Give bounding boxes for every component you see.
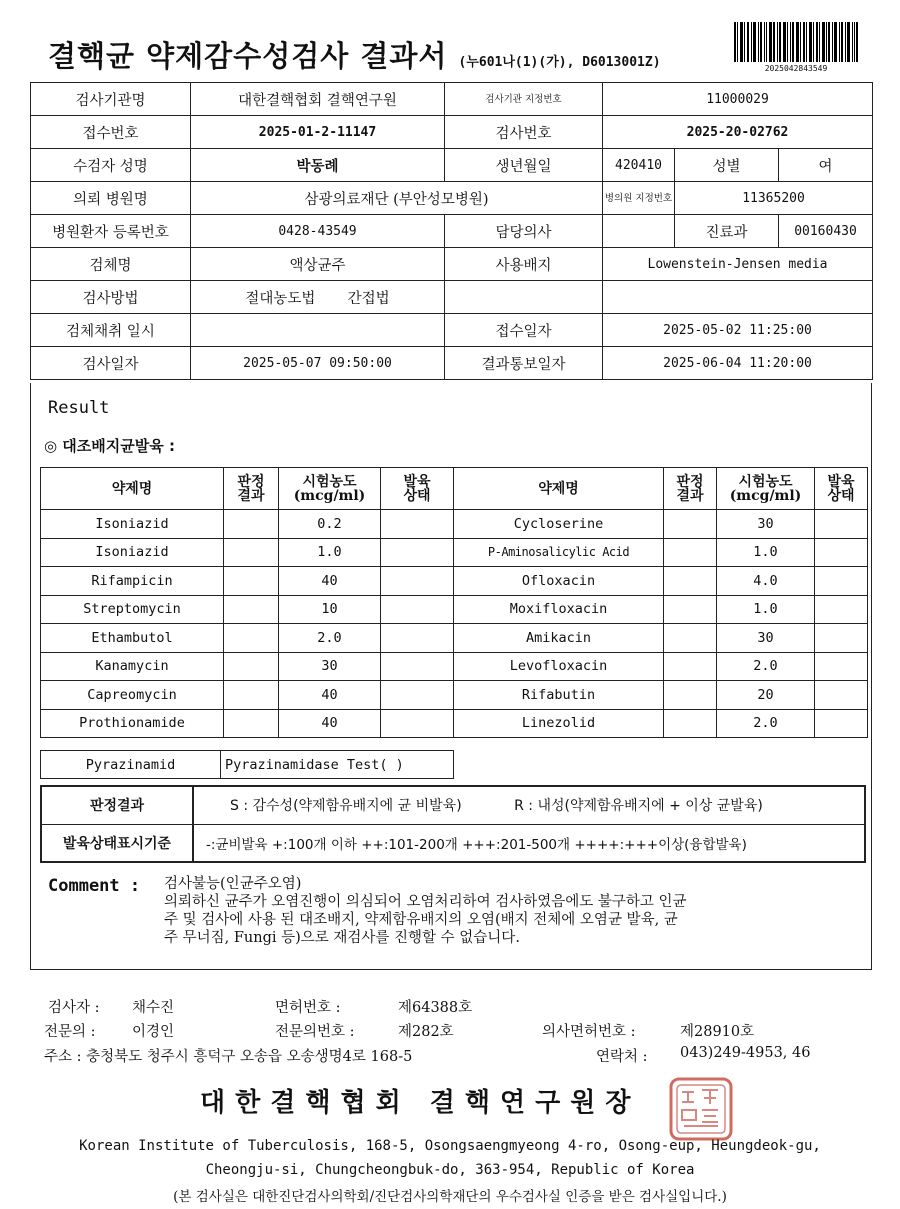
left-judge: [224, 567, 279, 596]
sex-label: 성별: [675, 149, 779, 182]
right-drug: Cycloserine: [454, 510, 664, 539]
left-growth: [381, 681, 454, 710]
right-growth: [815, 567, 868, 596]
left-growth: [381, 595, 454, 624]
specialist-value: 이경인: [132, 1024, 175, 1040]
header-growth-2: 상태: [403, 487, 431, 504]
right-drug: Rifabutin: [454, 681, 664, 710]
right-growth: [815, 624, 868, 653]
control-medium-label: ◎ 대조배지균발육 :: [44, 437, 175, 455]
right-drug: Amikacin: [454, 624, 664, 653]
left-conc: 30: [279, 652, 381, 681]
left-drug: Prothionamide: [41, 709, 224, 738]
left-drug: Streptomycin: [41, 595, 224, 624]
patient-no-value: 0428-43549: [191, 215, 445, 248]
header-judge-1: 판정: [676, 473, 704, 490]
dept-value: 00160430: [779, 215, 873, 248]
specialist-no-value: 제282호: [398, 1024, 454, 1040]
judge-legend-label: 판정결과: [41, 786, 193, 824]
right-conc: 20: [717, 681, 815, 710]
table-row: [41, 681, 868, 710]
contact-value: 043)249-4953, 46: [680, 1045, 811, 1061]
comment-text: [164, 875, 864, 947]
report-date-value: 2025-06-04 11:20:00: [603, 347, 873, 380]
footer-certification: (본 검사실은 대한진단검사의학회/진단검사의학재단의 우수검사실 인증을 받은 검사실입니다.): [173, 1189, 727, 1205]
header-judge-1: 판정: [237, 473, 265, 490]
comment-line: 주 무너짐, Fungi 등)으로 재검사를 진행할 수 없습니다.: [164, 930, 520, 946]
left-growth: [381, 709, 454, 738]
table-row: [41, 652, 868, 681]
right-drug: Moxifloxacin: [454, 595, 664, 624]
document-code: (누601나(1)(가), D6013001Z): [458, 55, 661, 70]
collect-value: [191, 314, 445, 347]
specimen-value: 액상균주: [191, 248, 445, 281]
header-judge: [664, 468, 717, 510]
table-row: [41, 624, 868, 653]
table-row: [41, 567, 868, 596]
left-growth: [381, 624, 454, 653]
official-seal-icon: [668, 1076, 734, 1142]
right-growth: [815, 538, 868, 567]
judge-legend: [193, 786, 865, 824]
header-conc-2: (mcg/ml): [293, 487, 366, 504]
left-judge: [224, 652, 279, 681]
table-row: [41, 538, 868, 567]
right-conc: 30: [717, 510, 815, 539]
header-growth-2: 상태: [827, 487, 855, 504]
header-growth: [381, 468, 454, 510]
method-value: [191, 281, 445, 314]
right-judge: [664, 595, 717, 624]
contact-label: 연락처 :: [596, 1049, 648, 1065]
table-row: [41, 595, 868, 624]
table-row: [41, 709, 868, 738]
doctor-label: 담당의사: [445, 215, 603, 248]
left-drug: Rifampicin: [41, 567, 224, 596]
hospital-value: 삼광의료재단 (부안성모병원): [191, 182, 603, 215]
right-growth: [815, 595, 868, 624]
header-conc-1: 시험농도: [302, 473, 357, 490]
dept-label: 진료과: [675, 215, 779, 248]
received-value: 2025-05-02 11:25:00: [603, 314, 873, 347]
legend-table: [40, 785, 866, 863]
pza-test: Pyrazinamidase Test( ): [221, 751, 454, 779]
license-value: 제64388호: [398, 1000, 473, 1016]
right-conc: 2.0: [717, 709, 815, 738]
footer-address-line-1: Korean Institute of Tuberculosis, 168-5, Osongsaengmyeong 4-ro, Osong-eup, Heungdeok-gu,: [79, 1138, 821, 1154]
resistant-text: R : 내성(약제함유배지에 + 이상 균발육): [514, 798, 763, 815]
doctor-license-value: 제28910호: [680, 1024, 755, 1040]
name-label: 수검자 성명: [31, 149, 191, 182]
footer-address-line-2: Cheongju-si, Chungcheongbuk-do, 363-954, Republic of Korea: [205, 1162, 695, 1178]
right-drug: P-Aminosalicylic Acid: [454, 538, 664, 567]
specimen-label: 검체명: [31, 248, 191, 281]
receipt-no-label: 접수번호: [31, 116, 191, 149]
medium-label: 사용배지: [445, 248, 603, 281]
method-label: 검사방법: [31, 281, 191, 314]
right-growth: [815, 652, 868, 681]
table-row: [41, 510, 868, 539]
right-conc: 1.0: [717, 595, 815, 624]
right-judge: [664, 510, 717, 539]
inst-no-label: 검사기관 지정번호: [445, 83, 603, 116]
left-drug: Ethambutol: [41, 624, 224, 653]
left-drug: Isoniazid: [41, 510, 224, 539]
drug-table: [40, 467, 868, 738]
doctor-value: [603, 215, 675, 248]
left-drug: Kanamycin: [41, 652, 224, 681]
director-title: 대한결핵협회 결핵연구원장: [200, 1088, 641, 1118]
medium-value: Lowenstein-Jensen media: [603, 248, 873, 281]
name-value: 박동례: [191, 149, 445, 182]
specialist-label: 전문의 :: [44, 1024, 96, 1040]
right-judge: [664, 652, 717, 681]
pyrazinamide-table: [40, 750, 454, 779]
header-conc-1: 시험농도: [738, 473, 793, 490]
inst-no-value: 11000029: [603, 83, 873, 116]
receipt-no-value: 2025-01-2-11147: [191, 116, 445, 149]
header-conc: [279, 468, 381, 510]
left-growth: [381, 538, 454, 567]
comment-line: 검사불능(인균주오염): [164, 876, 302, 892]
tester-label: 검사자 :: [48, 1000, 100, 1016]
method-value-2: 간접법: [347, 290, 390, 307]
barcode-number: 2025042843549: [764, 64, 828, 73]
left-judge: [224, 681, 279, 710]
right-conc: 4.0: [717, 567, 815, 596]
left-judge: [224, 510, 279, 539]
right-conc: 30: [717, 624, 815, 653]
specialist-no-label: 전문의번호 :: [275, 1024, 355, 1040]
hospital-label: 의뢰 병원명: [31, 182, 191, 215]
method-value-1: 절대농도법: [245, 290, 316, 307]
right-judge: [664, 624, 717, 653]
test-no-value: 2025-20-02762: [603, 116, 873, 149]
right-drug: Ofloxacin: [454, 567, 664, 596]
right-conc: 1.0: [717, 538, 815, 567]
growth-legend-label: 발육상태표시기준: [41, 824, 193, 862]
dob-label: 생년월일: [445, 149, 603, 182]
right-judge: [664, 567, 717, 596]
header-growth-1: 발육: [403, 473, 431, 490]
header-judge: [224, 468, 279, 510]
header-growth-1: 발육: [827, 473, 855, 490]
header-conc-2: (mcg/ml): [729, 487, 802, 504]
left-conc: 2.0: [279, 624, 381, 653]
license-label: 면허번호 :: [275, 1000, 341, 1016]
right-conc: 2.0: [717, 652, 815, 681]
inst-value: 대한결핵협회 결핵연구원: [191, 83, 445, 116]
comment-line: 의뢰하신 균주가 오염진행이 의심되어 오염처리하여 검사하였음에도 불구하고 인균: [164, 894, 687, 910]
document-title: [48, 34, 661, 75]
left-judge: [224, 595, 279, 624]
tester-value: 채수진: [132, 1000, 175, 1016]
right-drug: Linezolid: [454, 709, 664, 738]
hospital-no-value: 11365200: [675, 182, 873, 215]
left-growth: [381, 652, 454, 681]
header-judge-2: 결과: [237, 487, 265, 504]
right-judge: [664, 681, 717, 710]
left-judge: [224, 709, 279, 738]
header-drug: 약제명: [454, 468, 664, 510]
right-growth: [815, 709, 868, 738]
dob-value: 420410: [603, 149, 675, 182]
left-conc: 40: [279, 567, 381, 596]
right-judge: [664, 538, 717, 567]
hospital-no-label: 병의원 지정번호: [603, 182, 675, 215]
comment-line: 주 및 검사에 사용 된 대조배지, 약제함유배지의 오염(배지 전체에 오염균 발육, 균: [164, 912, 678, 928]
growth-scale: -:균비발육 +:100개 이하 ++:101-200개 +++:201-500개 ++++:+++이상(융합발육): [193, 824, 865, 862]
right-growth: [815, 681, 868, 710]
header-drug: 약제명: [41, 468, 224, 510]
collect-label: 검체채취 일시: [31, 314, 191, 347]
barcode: [734, 22, 858, 62]
left-conc: 10: [279, 595, 381, 624]
info-table: [30, 82, 873, 380]
left-judge: [224, 538, 279, 567]
address: 주소 : 충청북도 청주시 흥덕구 오송읍 오송생명4로 168-5: [44, 1049, 413, 1065]
left-conc: 40: [279, 681, 381, 710]
left-conc: 40: [279, 709, 381, 738]
patient-no-label: 병원환자 등록번호: [31, 215, 191, 248]
left-growth: [381, 567, 454, 596]
right-growth: [815, 510, 868, 539]
inst-label: 검사기관명: [31, 83, 191, 116]
header-judge-2: 결과: [676, 487, 704, 504]
doctor-license-label: 의사면허번호 :: [542, 1024, 636, 1040]
comment-label: Comment :: [48, 876, 141, 896]
right-drug: Levofloxacin: [454, 652, 664, 681]
left-drug: Capreomycin: [41, 681, 224, 710]
left-growth: [381, 510, 454, 539]
left-judge: [224, 624, 279, 653]
test-no-label: 검사번호: [445, 116, 603, 149]
left-conc: 0.2: [279, 510, 381, 539]
left-conc: 1.0: [279, 538, 381, 567]
empty-cell: [445, 281, 603, 314]
report-date-label: 결과통보일자: [445, 347, 603, 380]
header-growth: [815, 468, 868, 510]
test-date-value: 2025-05-07 09:50:00: [191, 347, 445, 380]
result-label: Result: [48, 398, 110, 418]
header-conc: [717, 468, 815, 510]
sex-value: 여: [779, 149, 873, 182]
empty-cell: [603, 281, 873, 314]
test-date-label: 검사일자: [31, 347, 191, 380]
susceptible-text: S : 감수성(약제함유배지에 균 비발육): [230, 798, 462, 815]
left-drug: Isoniazid: [41, 538, 224, 567]
pza-label: Pyrazinamid: [41, 751, 221, 779]
received-label: 접수일자: [445, 314, 603, 347]
right-judge: [664, 709, 717, 738]
title-text: 결핵균 약제감수성검사 결과서: [48, 39, 448, 73]
